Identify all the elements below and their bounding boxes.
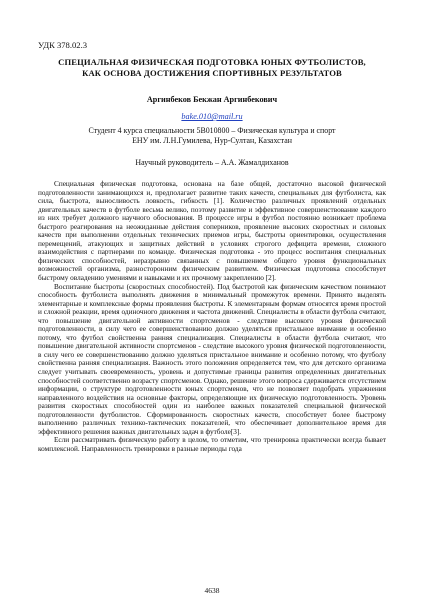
- body-paragraph: Если рассматривать физическую работу в целом, то отметим, что тренировка практически всегда бывает комплексной. Направленность тренировки в разные периоды года: [38, 436, 386, 453]
- title-line-1: СПЕЦИАЛЬНАЯ ФИЗИЧЕСКАЯ ПОДГОТОВКА ЮНЫХ ФУТБОЛИСТОВ,: [58, 57, 366, 67]
- udc-code: УДК 378.02.3: [38, 40, 88, 50]
- author-name: Аргинбеков Бекжан Аргинбекович: [146, 95, 278, 104]
- scientific-advisor: Научный руководитель – А.А. Жамалдиханов: [135, 158, 289, 167]
- article-title: [38, 57, 386, 79]
- author-email-link[interactable]: bake.010@mail.ru: [181, 112, 243, 121]
- author-affiliation: [38, 126, 386, 146]
- article-body: [38, 180, 386, 454]
- title-line-2: КАК ОСНОВА ДОСТИЖЕНИЯ СПОРТИВНЫХ РЕЗУЛЬТАТОВ: [82, 68, 342, 78]
- page-number: 4638: [204, 586, 220, 595]
- body-paragraph: Воспитание быстроты (скоростных способностей). Под быстротой как физическим качеством понимают способность футболиста выполнять движения в минимальный промежуток времени. Принято выделять элементарные и комплексные формы проявления быстроты. К элементарным формам относятся время простой и сложной реакции, время одиночного движения и частота движений. Специалисты в области футбола считают, что повышение двигательной активности спортсменов - следствие высокого уровня физической подготовленности, в силу чего ее совершенствованию должно уделяться пристальное внимание и особенно потому, что футбол свойственна ранняя специализация. Специалисты в области футбола считают, что повышение двигательной активности спортсменов - следствие высокого уровня физической подготовленности, в силу чего ее совершенствованию должно уделяться пристальное внимание и особенно потому, что футболу свойственна ранняя специализация. Важность этого положения определяется тем, что для детского организма следует учитывать своевременность, уровень и допустимые границы развития определенных двигательных способностей соответственно возрасту спортсменов. Однако, решение этого вопроса сдерживается отсутствием информации, о структуре подготовленности юных спортсменов, что не позволяет подобрать упражнения направленного воздействия на основные факторы, определяющие их физическую подготовленность. Уровень развития скоростных способностей один из наиболее важных показателей специальной физической подготовленности футболистов. Сформированность скоростных качеств, способствует более быстрому выполнению различных технико-тактических показателей, что обеспечивает дополнительное время для эффективного решения важных двигательных задач в футболе[3].: [38, 282, 386, 436]
- affiliation-line-1: Студент 4 курса специальности 5В010800 – Физическая культура и спорт: [88, 126, 336, 135]
- body-paragraph: Специальная физическая подготовка, основана на базе общей, достаточно высокой физической подготовленности занимающихся и, предполагает развитие таких качеств, специальных для футболиста, как сила, быстрота, выносливость ловкость, гибкость [1]. Количество различных проявлений отдельных двигательных качеств в футболе весьма велико, поэтому развитие и эффективное совершенствование каждого из них требует должного научного обоснования. В процессе игры в футбол постоянно возникает проблема быстрого реагирования на неожиданные действия соперников, проявление высоких скоростных и силовых качеств при выполнении отдельных технических приемов игры, быстроты ориентировки, осуществления перемещений, атакующих и защитных действий в условиях строгого дефицита времени, сложного взаимодействия с партнерами по команде. Физическая подготовка - это процесс воспитания специальных физических способностей, неразрывно связанных с повышением общего уровня функциональных возможностей организма, разносторонним физическим развитием. Физическая подготовка способствует быстрому овладению умениями и навыками и их прочному закреплению [2].: [38, 180, 386, 283]
- affiliation-line-2: ЕНУ им. Л.Н.Гумилева, Нур-Султан, Казахстан: [132, 136, 292, 146]
